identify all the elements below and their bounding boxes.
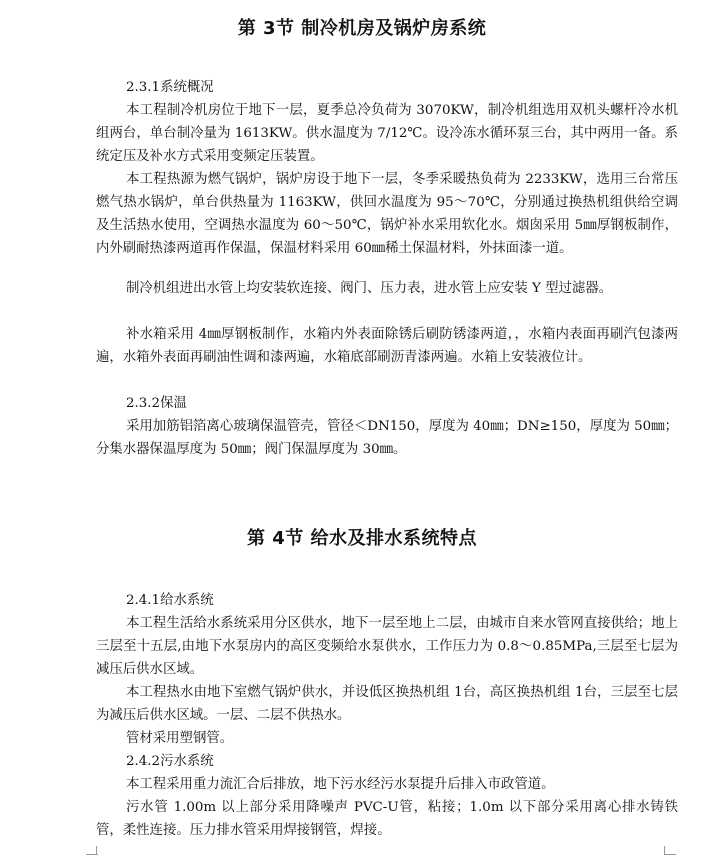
paragraph-chiller-piping: 制冷机组进出水管上均安装软连接、阀门、压力表，进水管上应安装 Y 型过滤器。 [126,281,613,296]
margin-marker-right-vertical [664,846,665,854]
paragraph-boiler-heat-source: 本工程热源为燃气锅炉，锅炉房设于地下一层，冬季采暖热负荷为 2233KW，选用三台常压燃气热水锅炉，单台供热量为 1163KW，供回水温度为 95～70℃，分别通过换热机组供给空调及生活热水使用，空调热水温度为 60～50℃，锅炉补水采用软化水。烟囱采用 5㎜厚钢板制作，内外刷耐热漆两道再作保温，保温材料采用 60㎜稀土保温材料，外抹面漆一道。 [96,172,678,256]
subsection-2-4-2-heading: 2.4.2污水系统 [126,754,214,769]
subsection-2-3-2-heading: 2.3.2保温 [126,396,187,411]
paragraph-makeup-tank: 补水箱采用 4㎜厚钢板制作，水箱内外表面除锈后刷防锈漆两道，，水箱内表面再刷汽包漆两遍，水箱外表面再刷油性调和漆两遍，水箱底部刷沥青漆两遍。水箱上安装液位计。 [96,327,678,365]
paragraph-hot-water: 本工程热水由地下室燃气锅炉供水，并设低区换热机组 1台，高区换热机组 1台，三层至七层为减压后供水区域。一层、二层不供热水。 [96,685,678,723]
paragraph-insulation: 采用加筋铝箔离心玻璃保温管壳，管径＜DN150，厚度为 40㎜；DN≥150，厚度为 50㎜；分集水器保温厚度为 50㎜；阀门保温厚度为 30㎜。 [96,419,678,457]
margin-marker-right [664,854,676,865]
section-3-heading: 第 3节 制冷机房及锅炉房系统 [237,18,487,39]
margin-marker-left [86,854,98,865]
paragraph-chiller-overview: 本工程制冷机房位于地下一层，夏季总冷负荷为 3070KW，制冷机组选用双机头螺杆冷水机组两台，单台制冷量为 1613KW。供水温度为 7/12℃。设冷冻水循环泵三台，其中两用一备。系统定压及补水方式采用变频定压装置。 [96,103,678,164]
subsection-2-4-1-heading: 2.4.1给水系统 [126,593,214,608]
subsection-2-3-1-heading: 2.3.1系统概况 [126,80,214,95]
paragraph-drainage: 本工程采用重力流汇合后排放，地下污水经污水泵提升后排入市政管道。 [126,777,555,792]
paragraph-sewage-pipe: 污水管 1.00m 以上部分采用降噪声 PVC-U管，粘接；1.0m 以下部分采用离心排水铸铁管，柔性连接。压力排水管采用焊接钢管，焊接。 [96,800,678,838]
paragraph-pipe-material: 管材采用塑钢管。 [126,731,234,746]
margin-marker-left-vertical [96,846,97,854]
paragraph-water-supply: 本工程生活给水系统采用分区供水，地下一层至地上二层，由城市自来水管网直接供给；地上三层至十五层,由地下水泵房内的高区变频给水泵供水，工作压力为 0.8～0.85MPa,三层至七层为减压后供水区域。 [96,616,678,677]
section-4-heading: 第 4节 给水及排水系统特点 [246,528,478,549]
